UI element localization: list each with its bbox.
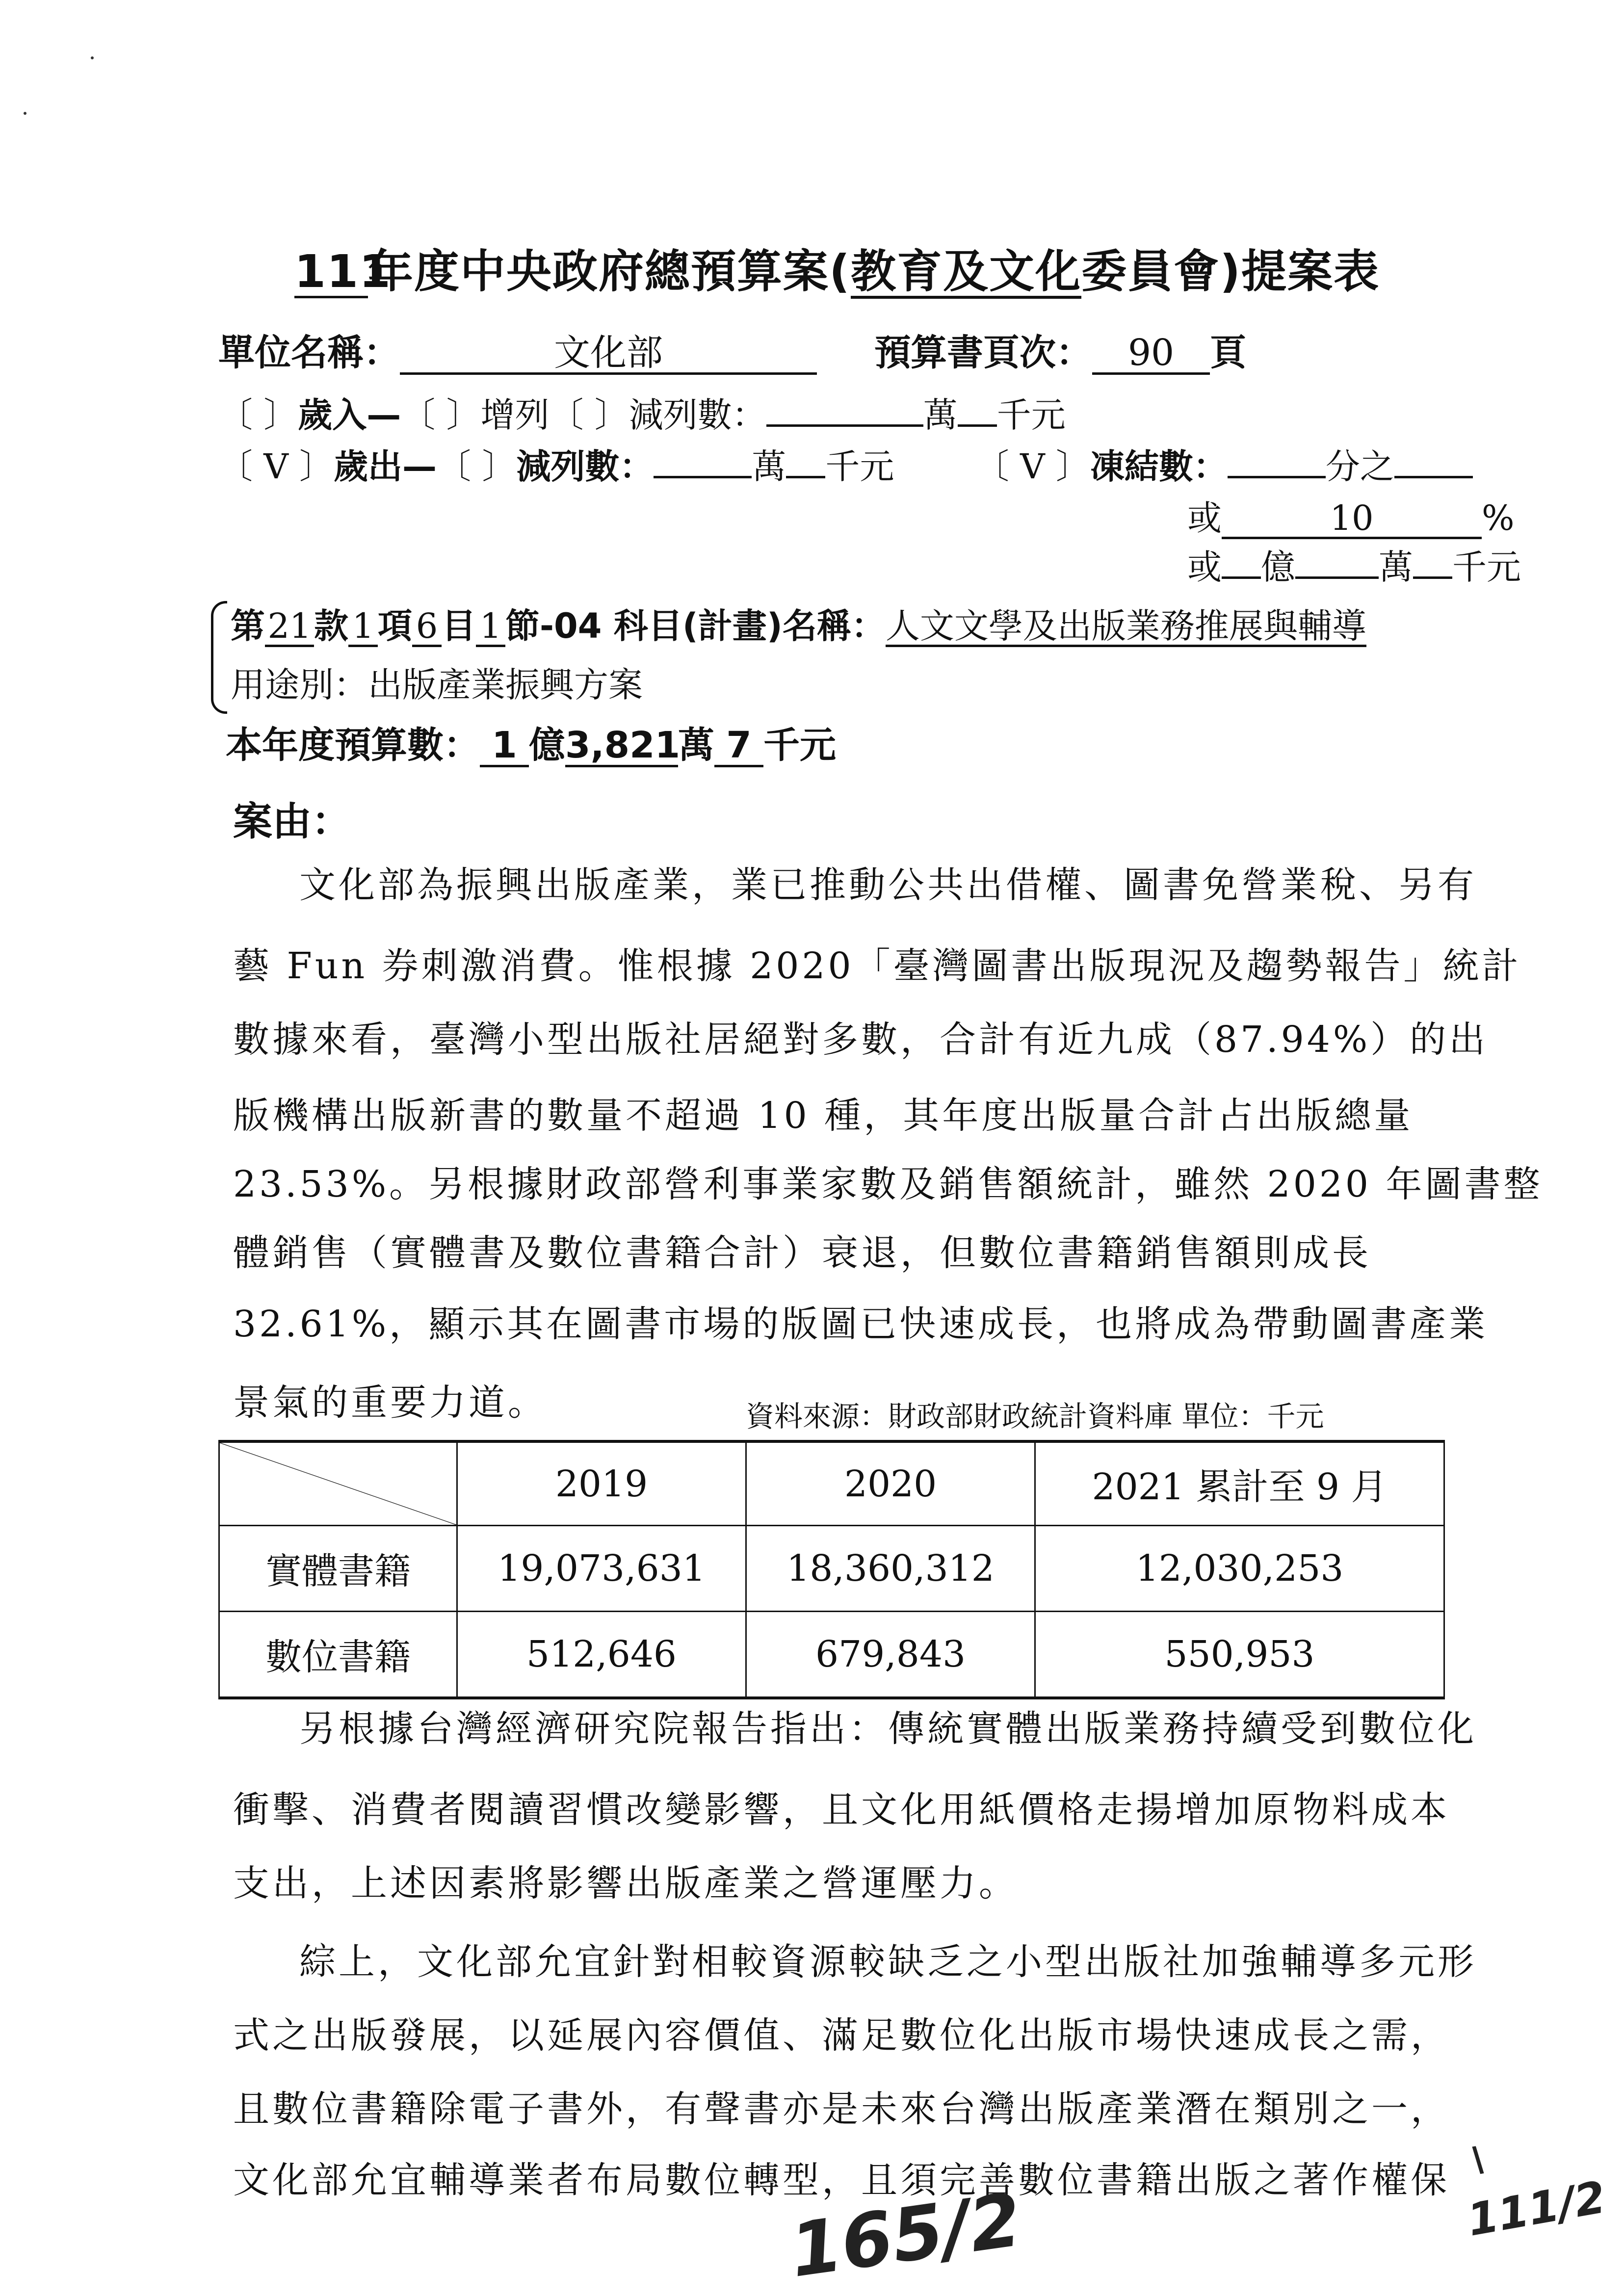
account-line: 第21款 1 項 6 目 1 節-04 科目(計畫)名稱：人文文學及出版業務推展與輔導 [231, 606, 1366, 646]
column-header: 2021 累計至 9 月 [1035, 1441, 1444, 1526]
freeze-numerator-field[interactable] [1394, 476, 1473, 478]
table-header-row [219, 1441, 1444, 1526]
paragraph-line: 體銷售（實體書及數位書籍合計）衰退，但數位書籍銷售額則成長 [233, 1232, 1371, 1274]
expenditure-checkbox[interactable]: 〔 V 〕 [218, 446, 334, 487]
table-corner-cell [219, 1441, 457, 1526]
unit-label: 單位名稱： [218, 332, 400, 374]
paragraph-line: 藝 Fun 券刺激消費。惟根據 2020「臺灣圖書出版現況及趨勢報告」統計 [233, 945, 1521, 987]
scan-speck [24, 112, 26, 115]
budget-wan: 3,821 [565, 724, 681, 766]
freeze-yi-field[interactable] [1222, 576, 1261, 579]
kuan-value: 21 [265, 608, 314, 647]
table-cell: 550,953 [1035, 1612, 1444, 1698]
table-cell: 18,360,312 [746, 1526, 1035, 1612]
purpose-label: 用途別： [231, 665, 368, 705]
revenue-wan-field[interactable] [766, 424, 923, 427]
paragraph-line: 支出，上述因素將影響出版產業之營運壓力。 [233, 1862, 1018, 1905]
row-label: 實體書籍 [219, 1526, 457, 1612]
unit-line: 單位名稱： 文化部 預算書頁次： 90 頁 [218, 332, 1247, 374]
budget-label: 本年度預算數： [226, 724, 480, 766]
page-number-value: 90 [1092, 334, 1210, 375]
column-header: 2020 [746, 1441, 1035, 1526]
freeze-qian-field[interactable] [1413, 576, 1452, 579]
program-name: 人文文學及出版業務推展與輔導 [885, 606, 1366, 646]
xiang-value: 1 [348, 608, 378, 647]
jie-value: 1 [476, 608, 505, 647]
paragraph-line: 數據來看，臺灣小型出版社居絕對多數，合計有近九成（87.94%）的出 [233, 1018, 1489, 1061]
paragraph-line: 文化部允宜輔導業者布局數位轉型，且須完善數位書籍出版之著作權保 [233, 2159, 1450, 2201]
paragraph-line: 32.61%，顯示其在圖書市場的版圖已快速成長，也將成為帶動圖書產業 [233, 1303, 1489, 1345]
table-row [219, 1526, 1444, 1612]
freeze-denominator-field[interactable] [1228, 476, 1326, 478]
paragraph-line: 23.53%。另根據財政部營利事業家數及銷售額統計，雖然 2020 年圖書整 [233, 1163, 1543, 1205]
purpose-value: 出版產業振興方案 [368, 665, 643, 705]
page-title: 111年度中央政府總預算案(教育及文化委員會)提案表 [294, 245, 1380, 298]
title-committee: 教育及文化 [851, 245, 1082, 298]
diagonal-line [220, 1443, 456, 1525]
title-year: 111 [294, 245, 392, 298]
paragraph-line: 綜上，文化部允宜針對相較資源較缺乏之小型出版社加強輔導多元形 [299, 1941, 1477, 1983]
handwritten-margin-number: 111/2 [1464, 2171, 1610, 2246]
table-source-note: 資料來源：財政部財政統計資料庫 單位：千元 [746, 1400, 1324, 1433]
unit-value: 文化部 [400, 334, 817, 375]
budget-qian: 7 [714, 727, 763, 767]
budget-line: 本年度預算數： 1 億3,821萬 7 千元 [226, 724, 836, 766]
revenue-qian-field[interactable] [958, 424, 997, 427]
purpose-line [231, 657, 643, 707]
revenue-checkbox[interactable]: 〔 〕 [218, 395, 298, 435]
paragraph-line: 式之出版發展，以延展內容價值、滿足數位化出版市場快速成長之需， [233, 2014, 1450, 2057]
scan-speck [91, 56, 94, 59]
freeze-percent-field[interactable]: 10 [1222, 500, 1482, 539]
handwritten-tick: \ [1468, 2138, 1488, 2180]
account-bracket [211, 601, 227, 714]
row-label: 數位書籍 [219, 1612, 457, 1698]
paragraph-line: 景氣的重要力道。 [233, 1382, 547, 1424]
paragraph-line: 文化部為振興出版產業，業已推動公共出借權、圖書免營業稅、另有 [299, 864, 1477, 906]
sales-table [218, 1440, 1445, 1699]
freeze-wan-field[interactable] [1295, 576, 1379, 579]
table-cell: 679,843 [746, 1612, 1035, 1698]
revenue-line: 〔 〕歲入—〔 〕增列〔 〕減列數： 萬 千元 [218, 395, 1066, 435]
handwritten-page-number: 165/2 [785, 2177, 1027, 2295]
table-cell: 19,073,631 [457, 1526, 746, 1612]
mu-value: 6 [412, 608, 442, 647]
paragraph-line: 版機構出版新書的數量不超過 10 種，其年度出版量合計占出版總量 [233, 1095, 1414, 1137]
freeze-checkbox[interactable]: 〔 V 〕 [974, 446, 1090, 487]
decrease-checkbox[interactable]: 〔 〕 [549, 395, 629, 435]
freeze-amount-line: 或 億 萬 千元 [1187, 547, 1521, 587]
budget-yi: 1 [480, 727, 529, 767]
exp-wan-field[interactable] [654, 476, 752, 478]
table-row [219, 1612, 1444, 1698]
column-header: 2019 [457, 1441, 746, 1526]
exp-decrease-checkbox[interactable]: 〔 〕 [437, 446, 517, 487]
reason-heading: 案由： [233, 799, 351, 844]
freeze-percent-line: 或 10 % [1187, 498, 1515, 538]
expenditure-line: 〔 V 〕歲出—〔 〕減列數： 萬 千元 〔 V 〕凍結數： 分之 [218, 439, 1473, 489]
page-number-label: 預算書頁次： [874, 332, 1093, 374]
paragraph-line: 衝擊、消費者閱讀習慣改變影響，且文化用紙價格走揚增加原物料成本 [233, 1789, 1450, 1831]
table-cell: 512,646 [457, 1612, 746, 1698]
paragraph-line: 另根據台灣經濟研究院報告指出：傳統實體出版業務持續受到數位化 [299, 1708, 1477, 1750]
paragraph-line: 且數位書籍除電子書外，有聲書亦是未來台灣出版產業潛在類別之一， [233, 2088, 1450, 2130]
exp-qian-field[interactable] [786, 476, 825, 478]
increase-checkbox[interactable]: 〔 〕 [401, 395, 481, 435]
table-cell: 12,030,253 [1035, 1526, 1444, 1612]
